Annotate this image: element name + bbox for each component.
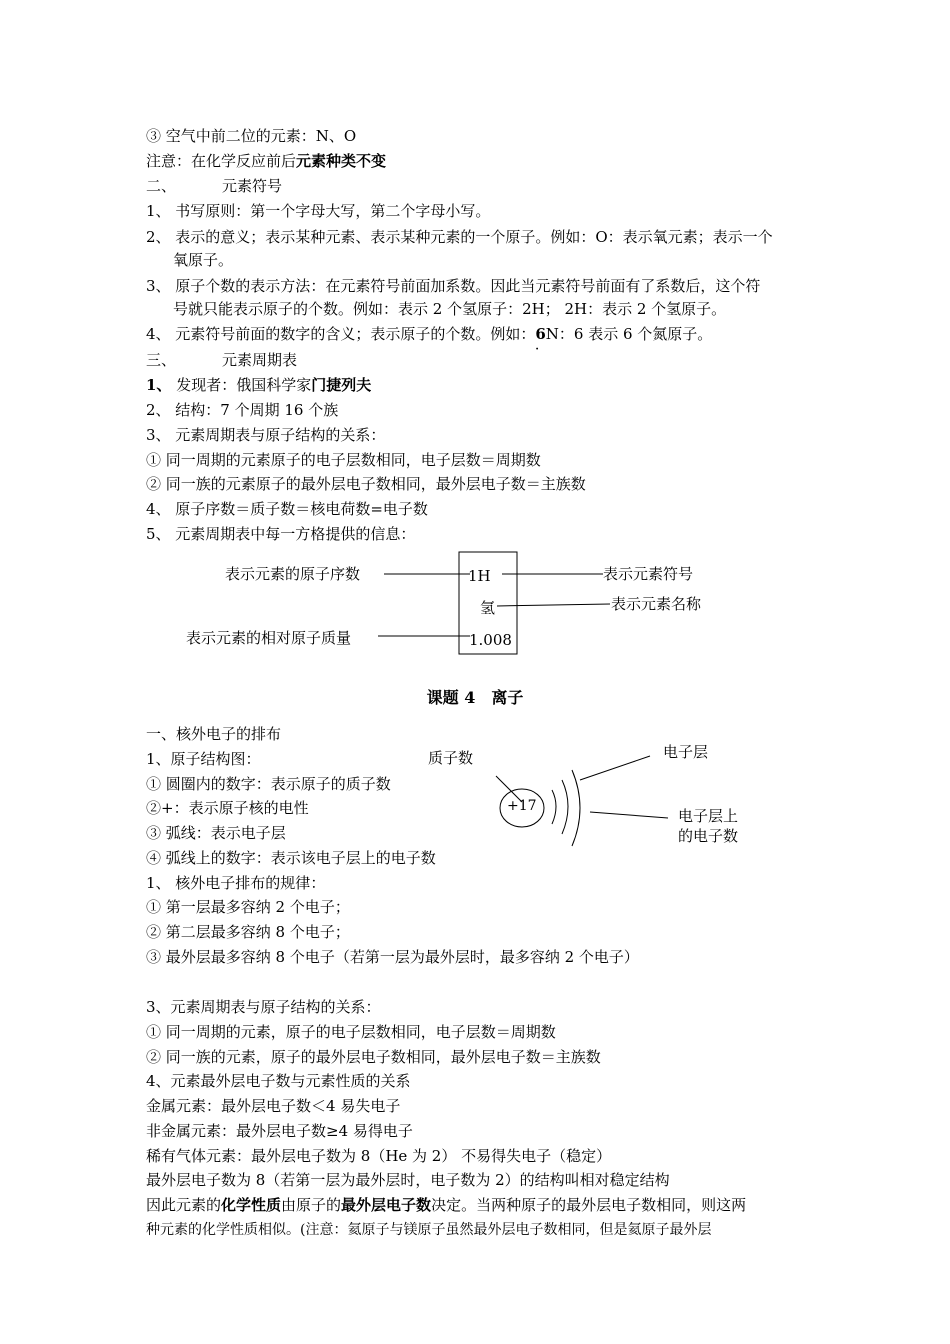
list-item: 4、元素最外层电子数与元素性质的关系 bbox=[146, 1072, 411, 1090]
list-item: 3、元素周期表与原子结构的关系： bbox=[146, 998, 381, 1016]
section-heading: 一、核外电子的排布 bbox=[146, 725, 282, 743]
emphasis-dot-icon: · bbox=[535, 344, 539, 355]
text-span: 发现者：俄国科学家 bbox=[176, 376, 312, 394]
bold-text: 门捷列夫 bbox=[311, 376, 372, 394]
list-item: ②+：表示原子核的电性 bbox=[146, 799, 309, 817]
pointer-line-layer bbox=[580, 756, 650, 780]
text-span: N：6 表示 6 个氮原子。 bbox=[545, 325, 713, 343]
list-item: 5、 元素周期表中每一方格提供的信息： bbox=[146, 525, 416, 543]
list-item: ② 同一族的元素原子的最外层电子数相同，最外层电子数＝主族数 bbox=[146, 475, 586, 493]
list-item: 4、 原子序数＝质子数＝核电荷数=电子数 bbox=[146, 500, 428, 518]
electron-shell-arc-3 bbox=[572, 770, 580, 846]
heading-text: 元素符号 bbox=[222, 177, 283, 195]
list-item: 3、 元素周期表与原子结构的关系： bbox=[146, 426, 386, 444]
bold-text: 元素种类不变 bbox=[296, 152, 387, 170]
bold-text: 最外层电子数 bbox=[341, 1196, 432, 1214]
heading-number: 二、 bbox=[146, 177, 177, 195]
element-symbol: 1H bbox=[468, 567, 491, 585]
text-span: 注意：在化学反应前后 bbox=[146, 152, 297, 170]
text-span: 由原子的 bbox=[281, 1196, 342, 1214]
element-mass: 1.008 bbox=[469, 631, 512, 649]
element-name: 氢 bbox=[480, 599, 496, 617]
text-span: 决定。当两种原子的最外层电子数相同，则这两 bbox=[431, 1196, 747, 1214]
list-item: ④ 弧线上的数字：表示该电子层上的电子数 bbox=[146, 849, 436, 867]
list-item: 1、 核外电子排布的规律： bbox=[146, 874, 326, 892]
list-item: ① 同一周期的元素，原子的电子层数相同，电子层数＝周期数 bbox=[146, 1023, 556, 1041]
pointer-line-count bbox=[590, 812, 668, 818]
list-item: 最外层电子数为 8（若第一层为最外层时，电子数为 2）的结构叫相对稳定结构 bbox=[146, 1171, 670, 1189]
label-element-symbol: 表示元素符号 bbox=[603, 565, 694, 583]
text-span: 4、 元素符号前面的数字的含义；表示原子的个数。例如： bbox=[146, 325, 536, 343]
list-item-continued: 号就只能表示原子的个数。例如：表示 2 个氢原子：2H； 2H：表示 2 个氢原子。 bbox=[173, 300, 727, 318]
list-item: 2、 表示的意义；表示某种元素、表示某种元素的一个原子。例如：O：表示氧元素；表示一个 bbox=[146, 228, 773, 246]
electron-shell-arc-1 bbox=[552, 790, 556, 824]
list-item: 1、 书写原则：第一个字母大写，第二个字母小写。 bbox=[146, 202, 491, 220]
list-item: ③ 最外层最多容纳 8 个电子（若第一层为最外层时，最多容纳 2 个电子） bbox=[146, 948, 639, 966]
lesson-title: 课题 4 离子 bbox=[426, 688, 524, 707]
electron-shell-arc-2 bbox=[562, 780, 568, 834]
label-atomic-number: 表示元素的原子序数 bbox=[225, 565, 361, 583]
nucleus-charge: +17 bbox=[507, 798, 537, 814]
heading-text: 元素周期表 bbox=[222, 351, 298, 369]
list-item: ① 第一层最多容纳 2 个电子； bbox=[146, 898, 350, 916]
text-line: ③ 空气中前二位的元素：N、O bbox=[146, 127, 357, 145]
list-item: ① 圆圈内的数字：表示原子的质子数 bbox=[146, 775, 391, 793]
list-item: 稀有气体元素：最外层电子数为 8（He 为 2） 不易得失电子（稳定） bbox=[146, 1147, 612, 1165]
list-item: ② 同一族的元素，原子的最外层电子数相同，最外层电子数＝主族数 bbox=[146, 1048, 601, 1066]
heading-number: 三、 bbox=[146, 351, 177, 369]
pointer-line-name bbox=[497, 604, 610, 606]
label-proton-number: 质子数 bbox=[428, 749, 474, 767]
item-number: 1、 bbox=[146, 376, 172, 394]
list-item: 1、原子结构图： bbox=[146, 750, 261, 768]
list-item: 非金属元素：最外层电子数≥4 易得电子 bbox=[146, 1122, 413, 1140]
label-atomic-mass: 表示元素的相对原子质量 bbox=[186, 629, 352, 647]
list-item-continued: 氧原子。 bbox=[173, 251, 234, 269]
label-element-name: 表示元素名称 bbox=[611, 595, 702, 613]
paragraph-line bbox=[146, 1195, 746, 1215]
list-item: 金属元素：最外层电子数＜4 易失电子 bbox=[146, 1097, 401, 1115]
list-item: 3、 原子个数的表示方法：在元素符号前面加系数。因此当元素符号前面有了系数后，这个符 bbox=[146, 277, 761, 295]
label-electron-count: 的电子数 bbox=[678, 827, 739, 845]
paragraph-line: 种元素的化学性质相似。(注意：氦原子与镁原子虽然最外层电子数相同，但是氦原子最外层 bbox=[146, 1222, 712, 1238]
text-span: 因此元素的 bbox=[146, 1196, 222, 1214]
list-item: 2、 结构：7 个周期 16 个族 bbox=[146, 401, 339, 419]
list-item: ③ 弧线：表示电子层 bbox=[146, 824, 286, 842]
list-item: ① 同一周期的元素原子的电子层数相同，电子层数＝周期数 bbox=[146, 451, 541, 469]
label-electron-count: 电子层上 bbox=[678, 807, 739, 825]
list-item: ② 第二层最多容纳 8 个电子； bbox=[146, 923, 350, 941]
bold-text: 化学性质 bbox=[221, 1196, 282, 1214]
label-electron-layer: 电子层 bbox=[663, 743, 709, 761]
text-span: 6 bbox=[535, 325, 546, 343]
